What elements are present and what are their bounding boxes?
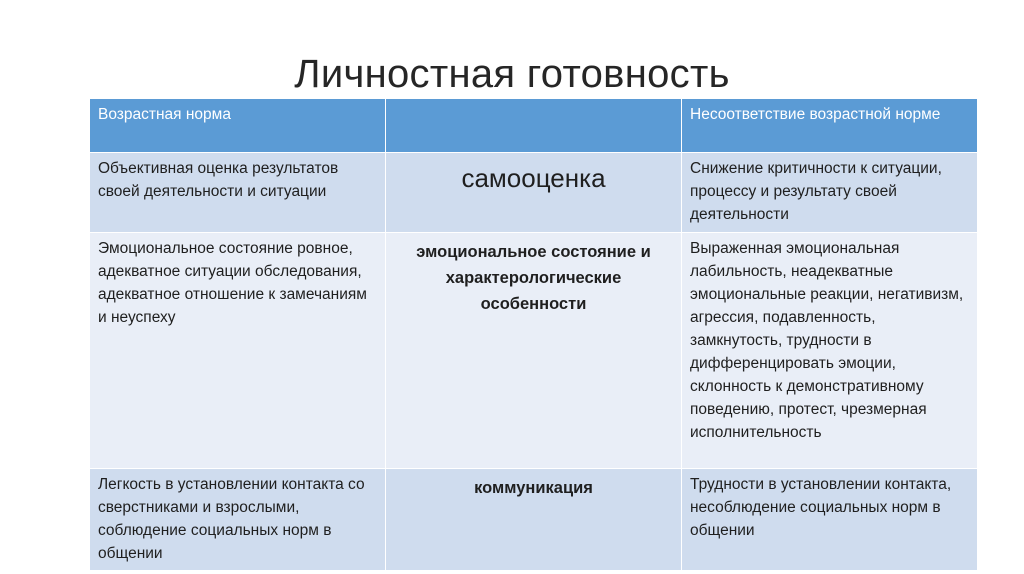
category-label: коммуникация (474, 479, 593, 497)
cell-category (386, 233, 682, 469)
header-age-norm: Возрастная норма (90, 99, 386, 153)
cell-deviation: Снижение критичности к ситуации, процессу и результату своей деятельности (682, 153, 978, 233)
category-label: эмоциональное состояние и характерологические особенности (416, 243, 651, 313)
table-row (90, 233, 978, 469)
cell-deviation: Выраженная эмоциональная лабильность, неадекватные эмоциональные реакции, негативизм, агрессия, подавленность, замкнутость, трудности в дифференцировать эмоции, склонность к демонстративному поведению, протест, чрезмерная исполнительность (682, 233, 978, 469)
cell-norm: Объективная оценка результатов своей деятельности и ситуации (90, 153, 386, 233)
table-header-row (90, 99, 978, 153)
header-deviation: Несоответствие возрастной норме (682, 99, 978, 153)
cell-deviation: Трудности в установлении контакта, несоблюдение социальных норм в общении (682, 469, 978, 571)
slide-title: Личностная готовность (294, 52, 730, 96)
cell-norm: Эмоциональное состояние ровное, адекватное ситуации обследования, адекватное отношение к замечаниям и неуспеху (90, 233, 386, 469)
table-row (90, 469, 978, 571)
cell-category (386, 469, 682, 571)
table-row (90, 153, 978, 233)
cell-category (386, 153, 682, 233)
category-label: самооценка (461, 163, 606, 193)
header-category (386, 99, 682, 153)
readiness-table (89, 98, 978, 571)
cell-norm: Легкость в установлении контакта со сверстниками и взрослыми, соблюдение социальных норм в общении (90, 469, 386, 571)
